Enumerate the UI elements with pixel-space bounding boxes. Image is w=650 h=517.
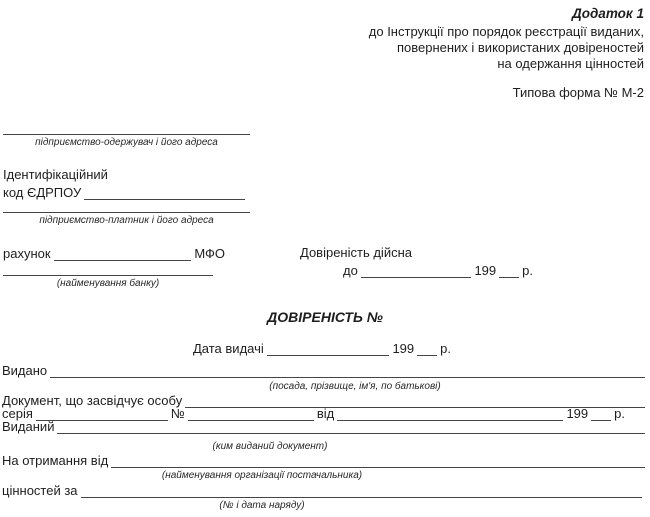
bank-fill-line <box>3 275 213 276</box>
id-code-label-line1: Ідентифікаційний <box>3 167 108 182</box>
values-label: цінностей за <box>2 483 78 498</box>
payer-fill-line <box>3 212 250 213</box>
validity-date-fill-line <box>361 265 472 278</box>
validity-to-label: до <box>343 263 358 278</box>
number-label: № <box>170 406 185 421</box>
issue-date-row <box>193 341 451 356</box>
values-fill-line <box>81 485 642 498</box>
validity-date-row <box>343 263 533 278</box>
issue-date-label: Дата видачі <box>193 341 264 356</box>
edrpou-label: код ЄДРПОУ <box>3 185 82 200</box>
mfo-label: МФО <box>194 246 225 261</box>
account-label: рахунок <box>3 246 51 261</box>
issued-by-label: Виданий <box>2 419 55 434</box>
recipient-caption: підприємство-одержувач і його адреса <box>35 137 218 148</box>
issued-to-caption: (посада, прізвище, ім'я, по батькові) <box>269 381 441 392</box>
instruction-line-1: до Інструкції про порядок реєстрації виданих, <box>368 24 644 39</box>
edrpou-fill-line <box>84 187 245 200</box>
validity-label: Довіреність дійсна <box>300 245 412 260</box>
identity-document-label: Документ, що засвідчує особу <box>2 393 183 408</box>
values-caption: (№ і дата наряду) <box>219 500 305 511</box>
validity-year-suffix: р. <box>522 263 533 278</box>
account-row <box>3 246 225 261</box>
series-year-prefix: 199 <box>566 406 589 421</box>
header-block <box>369 6 644 101</box>
issued-by-caption: (ким виданий документ) <box>212 441 328 452</box>
receive-from-label: На отримання від <box>2 453 109 468</box>
receive-from-row <box>2 453 645 468</box>
issued-by-row <box>2 419 645 434</box>
receive-from-caption: (найменування організації постачальника) <box>161 470 363 481</box>
bank-caption: (найменування банку) <box>56 278 160 289</box>
receive-from-fill-line <box>111 455 645 468</box>
issue-date-fill-line <box>267 343 390 356</box>
issued-to-label: Видано <box>2 363 48 378</box>
account-fill-line <box>54 248 192 261</box>
validity-year-prefix: 199 <box>474 263 497 278</box>
series-year-suffix: р. <box>614 406 625 421</box>
instruction-line-2: повернених і використаних довіреностей <box>396 40 644 55</box>
issue-year-fill-line <box>417 343 437 356</box>
issue-year-suffix: р. <box>440 341 451 356</box>
form-code: Типова форма № М-2 <box>512 85 644 100</box>
payer-caption: підприємство-платник і його адреса <box>39 215 214 226</box>
issued-by-fill-line <box>57 421 645 434</box>
values-row <box>2 483 642 498</box>
recipient-fill-line <box>3 134 250 135</box>
edrpou-row <box>3 185 245 200</box>
from-label: від <box>316 406 335 421</box>
issue-year-prefix: 199 <box>392 341 415 356</box>
issued-to-fill-line <box>50 365 645 378</box>
instruction-line-3: на одержання цінностей <box>497 56 644 71</box>
document-title: ДОВІРЕНІСТЬ № <box>267 309 383 325</box>
appendix-title: Додаток 1 <box>571 6 644 21</box>
issued-to-row <box>2 363 645 378</box>
validity-year-fill-line <box>499 265 519 278</box>
series-label: серія <box>2 406 33 421</box>
